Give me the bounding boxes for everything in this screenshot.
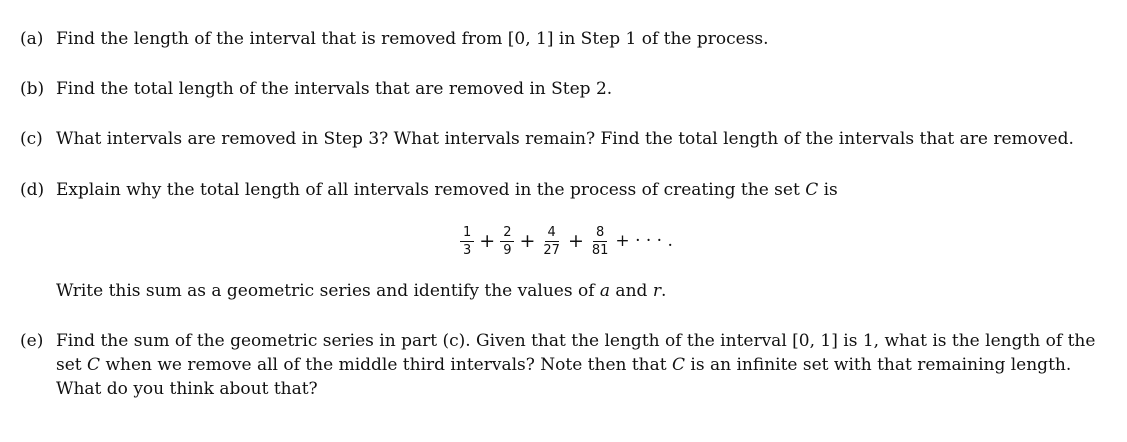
set-c-symbol: C [805,180,819,200]
question-d [20,178,1105,202]
question-e-line-2 [56,353,1105,377]
question-e-line-2-before: set [56,355,88,375]
question-d-text [56,178,1105,202]
question-b-label: (b) [20,79,45,99]
question-b-text: Find the total length of the intervals that are removed in Step 2. [56,79,613,99]
plus-operator: + [567,229,584,252]
set-c-symbol: C [672,355,686,375]
fraction-1 [460,225,474,258]
plus-operator: + [519,229,536,252]
instruction-after: . [660,281,667,301]
question-a [20,27,1105,51]
fraction-2-denominator: 9 [503,242,512,258]
fraction-1-denominator: 3 [463,242,472,258]
instruction-middle: and [610,281,653,301]
question-e-line-3: What do you think about that? [56,379,318,399]
fraction-3-numerator: 4 [545,225,559,242]
question-e-text [56,329,1105,401]
question-a-label: (a) [20,29,44,49]
question-e-line-2-middle: when we remove all of the middle third intervals? Note then that [100,355,673,375]
variable-a: a [599,281,611,301]
variable-r: r [652,281,661,301]
question-a-text: Find the length of the interval that is removed from [0, 1] in Step 1 of the process. [56,29,769,49]
question-b [20,77,1105,101]
fraction-4-numerator: 8 [593,225,607,242]
set-c-symbol: C [87,355,101,375]
fraction-3-denominator: 27 [543,242,560,258]
question-d-label: (d) [20,180,45,200]
question-d-text-after: is [818,180,838,200]
fraction-4-denominator: 81 [591,242,609,258]
fraction-3 [540,225,563,258]
fraction-4 [589,225,612,258]
fraction-2 [500,225,514,258]
series-tail: + · · · . [615,231,673,251]
question-d-instruction [56,279,666,303]
fraction-1-numerator: 1 [460,225,474,242]
question-d-text-before: Explain why the total length of all intervals removed in the process of creating the set [56,180,806,200]
fraction-2-numerator: 2 [500,225,514,242]
series-sum-display [458,217,673,265]
question-e-line-1: Find the sum of the geometric series in part (c). Given that the length of the interval [0, 1] is 1, what is the length of the [56,331,1096,351]
question-e-label: (e) [20,331,44,351]
question-e [20,329,1105,401]
plus-operator: + [479,229,496,252]
question-c-label: (c) [20,129,43,149]
instruction-before: Write this sum as a geometric series and identify the values of [56,281,600,301]
question-c-text: What intervals are removed in Step 3? What intervals remain? Find the total length of the intervals that are removed. [56,129,1074,149]
question-c [20,127,1105,151]
question-e-line-2-after: is an infinite set with that remaining length. [685,355,1072,375]
